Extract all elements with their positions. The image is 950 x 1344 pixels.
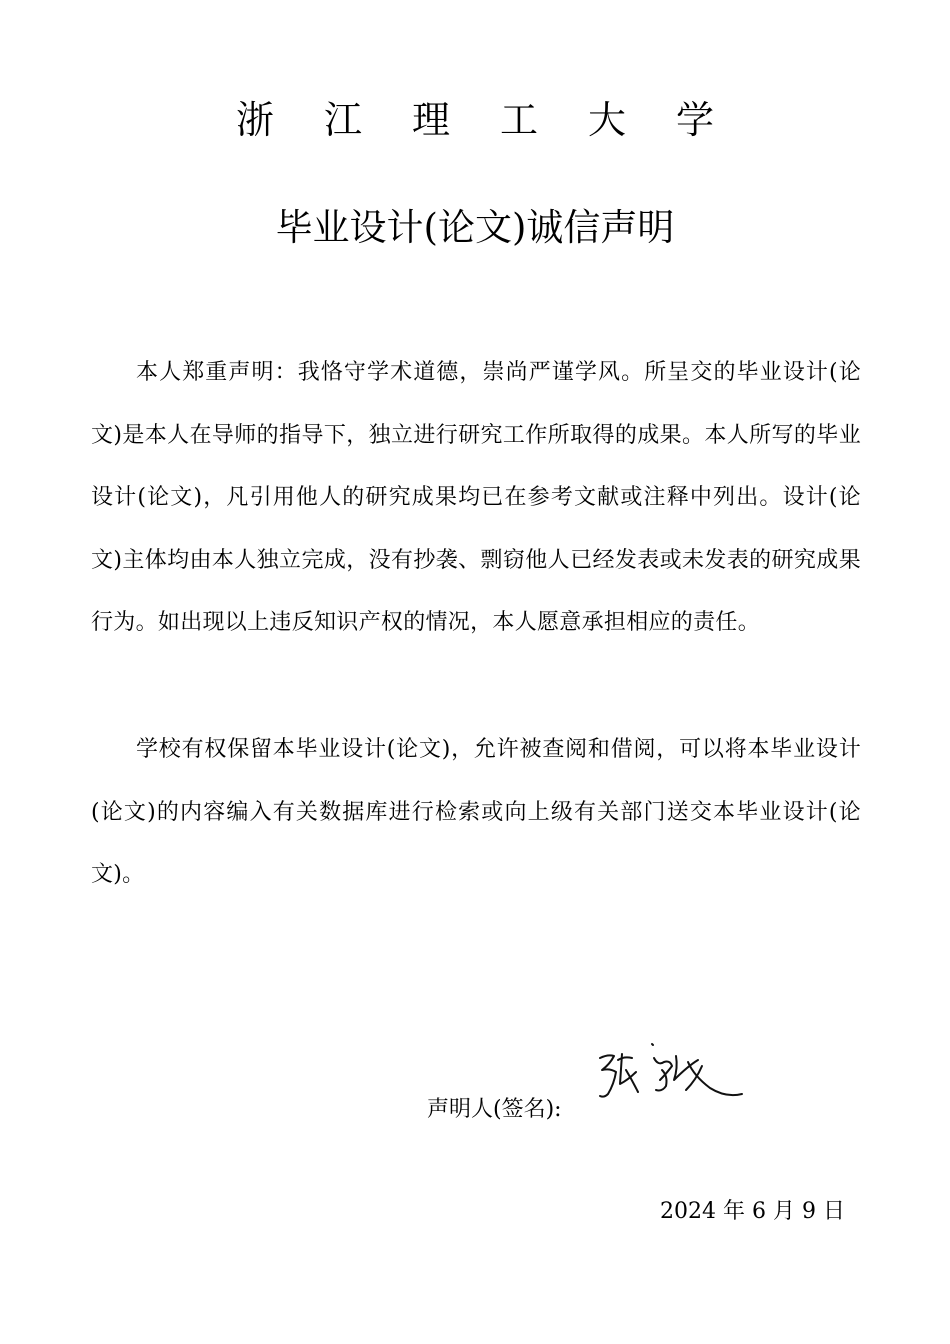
- declaration-paragraph-2: 学校有权保留本毕业设计(论文)，允许被查阅和借阅，可以将本毕业设计(论文)的内容编入有关数据库进行检索或向上级有关部门送交本毕业设计(论文)。: [91, 737, 861, 887]
- handwritten-signature: [592, 1036, 752, 1116]
- declaration-paragraph-1: 本人郑重声明：我恪守学术道德，崇尚严谨学风。所呈交的毕业设计(论文)是本人在导师的指导下，独立进行研究工作所取得的成果。本人所写的毕业设计(论文)，凡引用他人的研究成果均已在参考文献或注释中列出。设计(论文)主体均由本人独立完成，没有抄袭、剽窃他人已经发表或未发表的研究成果行为。如出现以上违反知识产权的情况，本人愿意承担相应的责任。: [91, 360, 861, 635]
- page-title: 毕业设计(论文)诚信声明: [275, 206, 675, 249]
- university-name: 浙江理工大学: [235, 98, 764, 142]
- signer-label: 声明人(签名):: [427, 1097, 562, 1122]
- declaration-date: 2024 年 6 月 9 日: [660, 1199, 845, 1224]
